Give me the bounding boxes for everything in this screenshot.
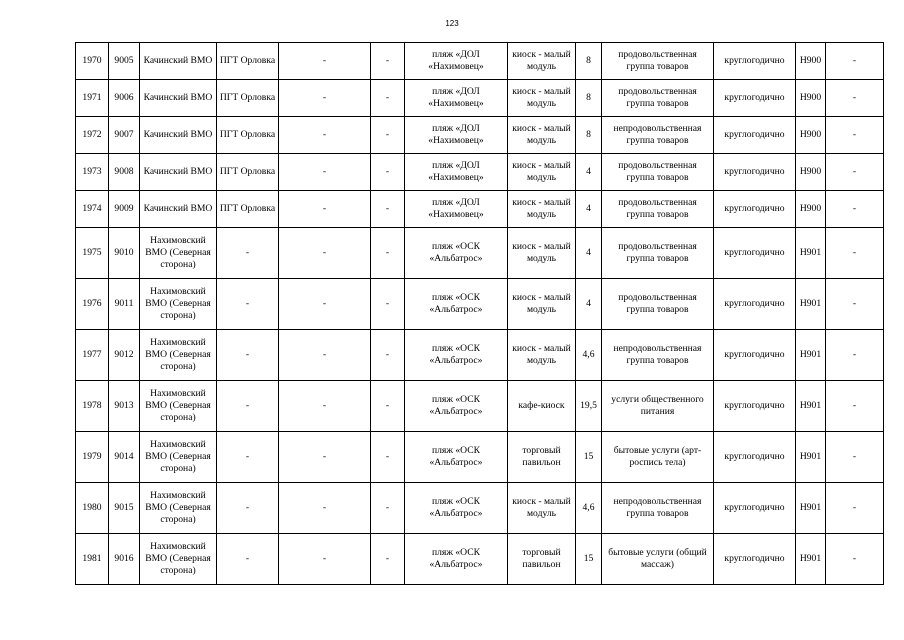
- specialization: продовольственная группа товаров: [602, 154, 714, 191]
- empty-field: -: [279, 191, 371, 228]
- table-row: [76, 279, 884, 330]
- note: -: [826, 381, 884, 432]
- locality: -: [217, 381, 279, 432]
- period: круглогодично: [714, 191, 796, 228]
- empty-field: -: [279, 483, 371, 534]
- specialization: продовольственная группа товаров: [602, 279, 714, 330]
- empty-field: -: [371, 228, 405, 279]
- table-row: [76, 381, 884, 432]
- area: 4: [576, 154, 602, 191]
- note: -: [826, 432, 884, 483]
- specialization: бытовые услуги (арт-роспись тела): [602, 432, 714, 483]
- empty-field: -: [279, 279, 371, 330]
- row-number: 1970: [76, 43, 109, 80]
- period: круглогодично: [714, 228, 796, 279]
- district: Нахимовский ВМО (Северная сторона): [140, 228, 217, 279]
- district: Качинский ВМО: [140, 80, 217, 117]
- locality: ПГТ Орловка: [217, 191, 279, 228]
- empty-field: -: [279, 117, 371, 154]
- period: круглогодично: [714, 330, 796, 381]
- note: -: [826, 483, 884, 534]
- scheme-code: Н901: [796, 534, 826, 585]
- location: пляж «ОСК «Альбатрос»: [405, 228, 508, 279]
- note: -: [826, 154, 884, 191]
- locality: ПГТ Орловка: [217, 117, 279, 154]
- note: -: [826, 279, 884, 330]
- row-number: 1976: [76, 279, 109, 330]
- period: круглогодично: [714, 279, 796, 330]
- district: Нахимовский ВМО (Северная сторона): [140, 279, 217, 330]
- table-row: [76, 191, 884, 228]
- table-row: [76, 154, 884, 191]
- locality: ПГТ Орловка: [217, 154, 279, 191]
- period: круглогодично: [714, 80, 796, 117]
- object-type: киоск - малый модуль: [508, 80, 576, 117]
- area: 15: [576, 534, 602, 585]
- object-type: торговый павильон: [508, 432, 576, 483]
- area: 4,6: [576, 330, 602, 381]
- scheme-code: Н900: [796, 43, 826, 80]
- district: Нахимовский ВМО (Северная сторона): [140, 381, 217, 432]
- empty-field: -: [279, 330, 371, 381]
- row-number: 1975: [76, 228, 109, 279]
- object-code: 9012: [109, 330, 140, 381]
- locality: -: [217, 228, 279, 279]
- row-number: 1972: [76, 117, 109, 154]
- locality: ПГТ Орловка: [217, 80, 279, 117]
- table-row: [76, 117, 884, 154]
- empty-field: -: [279, 228, 371, 279]
- table-row: [76, 483, 884, 534]
- row-number: 1978: [76, 381, 109, 432]
- object-code: 9015: [109, 483, 140, 534]
- locality: -: [217, 330, 279, 381]
- district: Нахимовский ВМО (Северная сторона): [140, 534, 217, 585]
- scheme-code: Н900: [796, 191, 826, 228]
- empty-field: -: [371, 80, 405, 117]
- row-number: 1974: [76, 191, 109, 228]
- specialization: продовольственная группа товаров: [602, 191, 714, 228]
- location: пляж «ДОЛ «Нахимовец»: [405, 43, 508, 80]
- row-number: 1977: [76, 330, 109, 381]
- scheme-code: Н901: [796, 330, 826, 381]
- empty-field: -: [371, 191, 405, 228]
- district: Нахимовский ВМО (Северная сторона): [140, 432, 217, 483]
- object-code: 9007: [109, 117, 140, 154]
- object-code: 9011: [109, 279, 140, 330]
- object-code: 9010: [109, 228, 140, 279]
- table-row: [76, 432, 884, 483]
- empty-field: -: [371, 381, 405, 432]
- object-code: 9008: [109, 154, 140, 191]
- table-row: [76, 80, 884, 117]
- specialization: продовольственная группа товаров: [602, 43, 714, 80]
- page-number: 123: [445, 19, 459, 28]
- scheme-code: Н901: [796, 432, 826, 483]
- note: -: [826, 228, 884, 279]
- period: круглогодично: [714, 432, 796, 483]
- empty-field: -: [279, 381, 371, 432]
- specialization: непродовольственная группа товаров: [602, 117, 714, 154]
- note: -: [826, 80, 884, 117]
- specialization: бытовые услуги (общий массаж): [602, 534, 714, 585]
- district: Нахимовский ВМО (Северная сторона): [140, 330, 217, 381]
- district: Качинский ВМО: [140, 191, 217, 228]
- specialization: продовольственная группа товаров: [602, 80, 714, 117]
- object-code: 9009: [109, 191, 140, 228]
- object-type: киоск - малый модуль: [508, 154, 576, 191]
- note: -: [826, 534, 884, 585]
- registry-table: [75, 42, 884, 585]
- note: -: [826, 117, 884, 154]
- location: пляж «ОСК «Альбатрос»: [405, 534, 508, 585]
- locality: -: [217, 483, 279, 534]
- row-number: 1979: [76, 432, 109, 483]
- row-number: 1971: [76, 80, 109, 117]
- location: пляж «ОСК «Альбатрос»: [405, 483, 508, 534]
- locality: -: [217, 432, 279, 483]
- area: 4,6: [576, 483, 602, 534]
- specialization: непродовольственная группа товаров: [602, 483, 714, 534]
- object-type: киоск - малый модуль: [508, 228, 576, 279]
- district: Качинский ВМО: [140, 154, 217, 191]
- empty-field: -: [371, 330, 405, 381]
- object-code: 9005: [109, 43, 140, 80]
- area: 8: [576, 80, 602, 117]
- specialization: непродовольственная группа товаров: [602, 330, 714, 381]
- locality: -: [217, 279, 279, 330]
- location: пляж «ОСК «Альбатрос»: [405, 432, 508, 483]
- location: пляж «ДОЛ «Нахимовец»: [405, 80, 508, 117]
- period: круглогодично: [714, 483, 796, 534]
- scheme-code: Н900: [796, 80, 826, 117]
- table-row: [76, 330, 884, 381]
- location: пляж «ОСК «Альбатрос»: [405, 381, 508, 432]
- table-row: [76, 43, 884, 80]
- empty-field: -: [371, 43, 405, 80]
- note: -: [826, 330, 884, 381]
- district: Качинский ВМО: [140, 117, 217, 154]
- empty-field: -: [371, 483, 405, 534]
- empty-field: -: [371, 432, 405, 483]
- scheme-code: Н901: [796, 381, 826, 432]
- area: 15: [576, 432, 602, 483]
- empty-field: -: [279, 432, 371, 483]
- specialization: продовольственная группа товаров: [602, 228, 714, 279]
- location: пляж «ДОЛ «Нахимовец»: [405, 154, 508, 191]
- empty-field: -: [279, 80, 371, 117]
- area: 4: [576, 279, 602, 330]
- object-code: 9014: [109, 432, 140, 483]
- location: пляж «ДОЛ «Нахимовец»: [405, 117, 508, 154]
- area: 4: [576, 228, 602, 279]
- period: круглогодично: [714, 154, 796, 191]
- area: 8: [576, 43, 602, 80]
- object-type: киоск - малый модуль: [508, 43, 576, 80]
- location: пляж «ОСК «Альбатрос»: [405, 330, 508, 381]
- object-type: кафе-киоск: [508, 381, 576, 432]
- area: 19,5: [576, 381, 602, 432]
- object-type: киоск - малый модуль: [508, 330, 576, 381]
- empty-field: -: [279, 43, 371, 80]
- district: Качинский ВМО: [140, 43, 217, 80]
- scheme-code: Н901: [796, 483, 826, 534]
- row-number: 1980: [76, 483, 109, 534]
- object-type: торговый павильон: [508, 534, 576, 585]
- object-code: 9006: [109, 80, 140, 117]
- row-number: 1973: [76, 154, 109, 191]
- area: 4: [576, 191, 602, 228]
- location: пляж «ДОЛ «Нахимовец»: [405, 191, 508, 228]
- scheme-code: Н900: [796, 154, 826, 191]
- object-code: 9016: [109, 534, 140, 585]
- table-row: [76, 534, 884, 585]
- area: 8: [576, 117, 602, 154]
- object-type: киоск - малый модуль: [508, 117, 576, 154]
- district: Нахимовский ВМО (Северная сторона): [140, 483, 217, 534]
- period: круглогодично: [714, 534, 796, 585]
- object-type: киоск - малый модуль: [508, 191, 576, 228]
- scheme-code: Н901: [796, 279, 826, 330]
- scheme-code: Н901: [796, 228, 826, 279]
- empty-field: -: [371, 279, 405, 330]
- specialization: услуги общественного питания: [602, 381, 714, 432]
- period: круглогодично: [714, 43, 796, 80]
- location: пляж «ОСК «Альбатрос»: [405, 279, 508, 330]
- object-code: 9013: [109, 381, 140, 432]
- table-row: [76, 228, 884, 279]
- object-type: киоск - малый модуль: [508, 279, 576, 330]
- empty-field: -: [371, 154, 405, 191]
- period: круглогодично: [714, 381, 796, 432]
- period: круглогодично: [714, 117, 796, 154]
- note: -: [826, 191, 884, 228]
- object-type: киоск - малый модуль: [508, 483, 576, 534]
- empty-field: -: [279, 154, 371, 191]
- scheme-code: Н900: [796, 117, 826, 154]
- note: -: [826, 43, 884, 80]
- row-number: 1981: [76, 534, 109, 585]
- locality: -: [217, 534, 279, 585]
- locality: ПГТ Орловка: [217, 43, 279, 80]
- empty-field: -: [279, 534, 371, 585]
- empty-field: -: [371, 117, 405, 154]
- empty-field: -: [371, 534, 405, 585]
